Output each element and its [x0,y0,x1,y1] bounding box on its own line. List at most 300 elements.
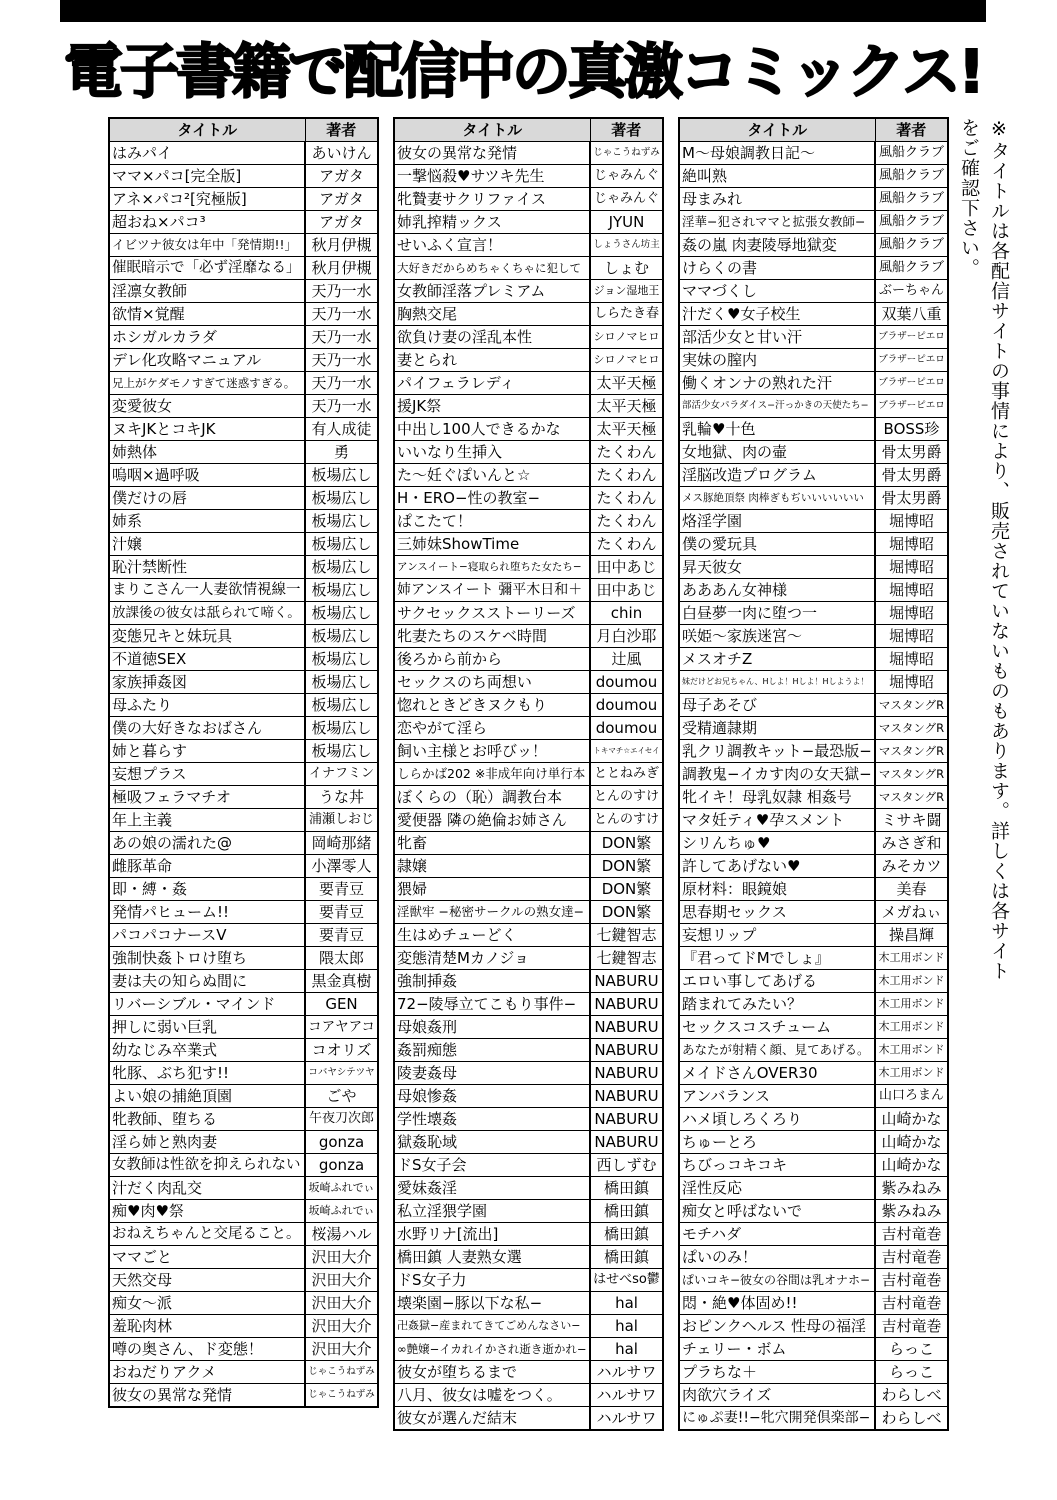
author-cell: 沢田大介 [305,1315,378,1338]
author-cell: 風船クラブ [875,165,948,188]
author-cell: NABURU [590,1062,663,1085]
table-row [679,418,948,441]
author-cell: 天乃一水 [305,280,378,303]
table-row [394,234,663,257]
table-row [394,1131,663,1154]
author-cell: 天乃一水 [305,303,378,326]
title-cell: おねえちゃんと交尾ること。 [109,1223,305,1246]
author-cell: 西しずむ [590,1154,663,1177]
author-cell: 勇 [305,441,378,464]
table-row [109,832,378,855]
author-cell: DON繁 [590,878,663,901]
author-cell: 板場広し [305,648,378,671]
title-cell: 強制快姦トロけ堕ち [109,947,305,970]
title-cell: 獄姦恥域 [394,1131,590,1154]
title-cell: 烙淫学園 [679,510,875,533]
table-row [679,878,948,901]
title-cell: 白昼夢一肉に堕つ一 [679,602,875,625]
table-row [109,533,378,556]
title-cell: あああん女神様 [679,579,875,602]
title-cell: 許してあげない♥ [679,855,875,878]
table-row [394,1154,663,1177]
author-cell: アガタ [305,211,378,234]
table-row [394,1108,663,1131]
table-row [679,1200,948,1223]
title-cell: 恥汁禁断性 [109,556,305,579]
table-row [394,809,663,832]
table-row [679,947,948,970]
table-row [109,1384,378,1408]
author-cell: マスタングR [875,786,948,809]
author-cell: ブラザーピエロ [875,349,948,372]
author-cell: 坂崎ふれでぃ [305,1177,378,1200]
table-row [109,625,378,648]
author-cell: 桜湯ハル [305,1223,378,1246]
author-cell: 橋田鎮 [590,1177,663,1200]
title-cell: 淫性反応 [679,1177,875,1200]
title-cell: 牝イキ！母乳奴隷 相姦号 [679,786,875,809]
author-cell: 木工用ボンド [875,1062,948,1085]
table-row [109,1269,378,1292]
table-row [109,671,378,694]
author-cell: シロノマヒロ [590,349,663,372]
author-cell: NABURU [590,1085,663,1108]
title-cell: エロい事してあげる [679,970,875,993]
title-cell: 噂の奥さん、ド変態！ [109,1338,305,1361]
author-cell: gonza [305,1154,378,1177]
title-cell: 彼女が堕ちるまで [394,1361,590,1384]
table-row [679,1315,948,1338]
title-cell: よい娘の捕絶頂園 [109,1085,305,1108]
author-cell: GEN [305,993,378,1016]
table-row [679,694,948,717]
title-cell: 愛妹姦淫 [394,1177,590,1200]
title-cell: ホシガルカラダ [109,326,305,349]
table-row [679,142,948,165]
author-cell: 板場広し [305,533,378,556]
author-cell: ととねみぎ [590,763,663,786]
author-cell: 美春 [875,878,948,901]
author-cell: 天乃一水 [305,349,378,372]
author-cell: 木工用ボンド [875,1016,948,1039]
author-cell: たくわん [590,441,663,464]
author-cell: 山崎かな [875,1154,948,1177]
author-cell: 七鍵智志 [590,924,663,947]
table-row [679,924,948,947]
author-cell: たくわん [590,464,663,487]
title-cell: メスオチZ [679,648,875,671]
table-row [679,1154,948,1177]
title-cell: 卍姦獄−産まれてきてごめんなさい− [394,1315,590,1338]
author-cell: ぶーちゃん [875,280,948,303]
author-cell: 板場広し [305,625,378,648]
title-cell: 母娘姦刑 [394,1016,590,1039]
title-cell: 八月、彼女は嘘をつく。 [394,1384,590,1407]
title-cell: 牝教師、堕ちる [109,1108,305,1131]
table-row [394,1315,663,1338]
title-cell: パイフェラレディ [394,372,590,395]
table-row [109,1315,378,1338]
title-cell: 痴女と呼ばないで [679,1200,875,1223]
title-cell: いいなり生挿入 [394,441,590,464]
header-author: 著者 [305,118,378,142]
table-row [394,1177,663,1200]
table-row [679,625,948,648]
title-cell: ママ×パコ[完全版] [109,165,305,188]
title-cell: 極吸フェラマチオ [109,786,305,809]
table-row [109,901,378,924]
title-cell: ちゅーとろ [679,1131,875,1154]
header-title: タイトル [394,118,590,142]
title-cell: 兄上がケダモノすぎて迷惑すぎる。 [109,372,305,395]
title-cell: 牝妻たちのスケベ時間 [394,625,590,648]
table-header-row [679,118,948,142]
title-cell: ちびっコキコキ [679,1154,875,1177]
author-cell: トキマチ☆エイセイ [590,740,663,763]
author-cell: とんのすけ [590,786,663,809]
table-row [679,786,948,809]
author-cell: 太平天極 [590,372,663,395]
table-row [109,1039,378,1062]
author-cell: 吉村竜巻 [875,1223,948,1246]
title-cell: 水野リナ[流出] [394,1223,590,1246]
table-row [394,878,663,901]
header-author: 著者 [590,118,663,142]
author-cell: 太平天極 [590,395,663,418]
title-cell: 催眠暗示で「必ず淫靡なる」 [109,257,305,280]
table-row [109,1062,378,1085]
title-cell: プラちな＋ [679,1361,875,1384]
author-cell: 天乃一水 [305,372,378,395]
table-header-row [394,118,663,142]
table-row [679,1407,948,1431]
author-cell: じゃみんぐ [590,165,663,188]
table-row [394,280,663,303]
author-cell: BOSS珍 [875,418,948,441]
table-row [109,165,378,188]
table-row [394,510,663,533]
title-cell: 踏まれてみたい？ [679,993,875,1016]
title-cell: 妻は夫の知らぬ間に [109,970,305,993]
title-cell: 原材料：眼鏡娘 [679,878,875,901]
title-cell: パコパコナースV [109,924,305,947]
author-cell: 吉村竜巻 [875,1269,948,1292]
table-row [109,1108,378,1131]
author-cell: 秋月伊槻 [305,257,378,280]
title-cell: にゅぷ妻!!−牝穴開発倶楽部− [679,1407,875,1431]
author-cell: 骨太男爵 [875,464,948,487]
author-cell: 風船クラブ [875,188,948,211]
table-row [679,533,948,556]
table-row [394,1039,663,1062]
author-cell: しょうさん坊主 [590,234,663,257]
title-cell: 絶叫熟 [679,165,875,188]
title-cell: 妄想リップ [679,924,875,947]
title-cell: 淫凛女教師 [109,280,305,303]
table-row [679,1177,948,1200]
author-cell: 田中あじ [590,556,663,579]
author-cell: ハルサワ [590,1407,663,1431]
table-row [394,188,663,211]
author-cell: 板場広し [305,579,378,602]
author-cell: 堀博昭 [875,671,948,694]
title-cell: 母まみれ [679,188,875,211]
title-cell: 姉と暮らす [109,740,305,763]
author-cell: doumou [590,694,663,717]
title-cell: おねだりアクメ [109,1361,305,1384]
table-row [109,763,378,786]
table-row [679,1131,948,1154]
table-row [109,372,378,395]
table-row [394,740,663,763]
author-cell: マスタングR [875,717,948,740]
title-cell: デレ化攻略マニュアル [109,349,305,372]
title-cell: 肉欲穴ライズ [679,1384,875,1407]
author-cell: 要青豆 [305,878,378,901]
title-cell: 三姉妹ShowTime [394,533,590,556]
title-cell: モチハダ [679,1223,875,1246]
table-row [679,1016,948,1039]
title-cell: 姦罰痴態 [394,1039,590,1062]
table-row [679,487,948,510]
author-cell: NABURU [590,1039,663,1062]
title-cell: イビツナ彼女は年中「発情期!!」 [109,234,305,257]
table-row [679,970,948,993]
author-cell: 骨太男爵 [875,441,948,464]
author-cell: NABURU [590,993,663,1016]
author-cell: しょむ [590,257,663,280]
title-cell: あの娘の濡れた@ [109,832,305,855]
table-row [679,188,948,211]
author-cell: 板場広し [305,487,378,510]
title-cell: 実妹の膣内 [679,349,875,372]
author-cell: 沢田大介 [305,1269,378,1292]
table-row [109,188,378,211]
table-row [679,1269,948,1292]
table-row [394,1338,663,1361]
table-row [109,579,378,602]
title-cell: 変愛彼女 [109,395,305,418]
author-cell: ごや [305,1085,378,1108]
title-cell: 壊楽園−豚以下な私− [394,1292,590,1315]
table-row [679,1246,948,1269]
author-cell: doumou [590,717,663,740]
table-row [394,717,663,740]
title-cell: 淫脳改造プログラム [679,464,875,487]
title-cell: ドS女子会 [394,1154,590,1177]
author-cell: 橋田鎮 [590,1246,663,1269]
author-cell: じゃみんぐ [590,188,663,211]
title-cell: 超おね×パコ³ [109,211,305,234]
title-cell: おピンクヘルス 性母の福淫 [679,1315,875,1338]
table-row [679,1223,948,1246]
title-cell: 欲負け妻の淫乱本性 [394,326,590,349]
availability-note: ※タイトルは各配信サイトの事情により、販売されていないものもあります。詳しくは各サイトをご確認下さい。 [958,118,1010,981]
table-row [394,418,663,441]
title-cell: 大好きだからめちゃくちゃに犯して [394,257,590,280]
author-cell: 板場広し [305,717,378,740]
title-cell: 嗚咽×過呼吸 [109,464,305,487]
title-cell: 牝畜 [394,832,590,855]
author-cell: とんのすけ [590,809,663,832]
table-row [679,464,948,487]
author-cell: 堀博昭 [875,625,948,648]
author-cell: doumou [590,671,663,694]
table-row [109,1246,378,1269]
table-row [679,349,948,372]
author-cell: 板場広し [305,602,378,625]
author-cell: 辻風 [590,648,663,671]
title-cell: 雌豚革命 [109,855,305,878]
title-cell: 受精適隷期 [679,717,875,740]
table-row [679,280,948,303]
author-cell: 堀博昭 [875,556,948,579]
author-cell: コアヤアコ [305,1016,378,1039]
title-cell: ∞艶嬢−イカれイかされ逝き逝かれ− [394,1338,590,1361]
author-cell: NABURU [590,1131,663,1154]
author-cell: 双葉八重 [875,303,948,326]
title-cell: た〜妊ぐぽいんと☆ [394,464,590,487]
author-cell: 板場広し [305,510,378,533]
title-cell: あなたが射精く顔、見てあげる。 [679,1039,875,1062]
title-cell: ぱいコキ−彼女の谷間は乳オナホ− [679,1269,875,1292]
title-cell: 恋やがて淫ら [394,717,590,740]
author-cell: hal [590,1338,663,1361]
author-cell: 浦瀬しおじ [305,809,378,832]
table-row [109,1131,378,1154]
title-cell: 彼女が選んだ結末 [394,1407,590,1431]
table-row [394,487,663,510]
author-cell: 田中あじ [590,579,663,602]
author-cell: じゃこうねずみ [590,142,663,165]
author-cell: 小澤零人 [305,855,378,878]
table-row [109,556,378,579]
author-cell: 山崎かな [875,1108,948,1131]
table-row [394,671,663,694]
author-cell: 風船クラブ [875,142,948,165]
title-cell: 年上主義 [109,809,305,832]
author-cell: 木工用ボンド [875,947,948,970]
table-row [109,1154,378,1177]
table-row [679,211,948,234]
table-row [109,924,378,947]
title-cell: 淫華−犯されママと拡張女教師− [679,211,875,234]
title-cell: 思春期セックス [679,901,875,924]
title-cell: アネ×パコ²[究極版] [109,188,305,211]
table-row [394,901,663,924]
author-cell: 堀博昭 [875,510,948,533]
title-cell: 部活少女と甘い汗 [679,326,875,349]
table-row [679,809,948,832]
title-cell: アンバランス [679,1085,875,1108]
table-row [394,602,663,625]
title-cell: 悶・絶♥体固め!! [679,1292,875,1315]
title-cell: 妄想プラス [109,763,305,786]
author-cell: わらしべ [875,1407,948,1431]
author-cell: DON繁 [590,901,663,924]
title-cell: 母ふたり [109,694,305,717]
table-row [679,1384,948,1407]
table-row [394,142,663,165]
author-cell: JYUN [590,211,663,234]
author-cell: gonza [305,1131,378,1154]
table-row [109,303,378,326]
table-row [394,372,663,395]
author-cell: コオリズ [305,1039,378,1062]
author-cell: 操昌輝 [875,924,948,947]
title-cell: 一撃悩殺♥サツキ先生 [394,165,590,188]
title-cell: 飼い主様とお呼びッ！ [394,740,590,763]
table-row [109,740,378,763]
title-cell: ドS女子力 [394,1269,590,1292]
author-cell: 太平天極 [590,418,663,441]
author-cell: らっこ [875,1338,948,1361]
table-row [109,280,378,303]
table-row [109,1177,378,1200]
title-cell: 家族挿姦図 [109,671,305,694]
title-cell: 放課後の彼女は舐られて啼く。 [109,602,305,625]
table-row [394,1407,663,1431]
table-row [109,257,378,280]
title-cell: アンスイート−寝取られ堕ちた女たち− [394,556,590,579]
table-row [109,786,378,809]
table-row [109,878,378,901]
table-row [394,1361,663,1384]
table-row [109,441,378,464]
author-cell: ブラザーピエロ [875,326,948,349]
table-row [394,165,663,188]
title-cell: 咲姫〜家族迷宮〜 [679,625,875,648]
table-row [394,970,663,993]
author-cell: 板場広し [305,671,378,694]
author-cell: たくわん [590,487,663,510]
table-row [679,1338,948,1361]
table-row [679,1039,948,1062]
title-cell: 隷嬢 [394,855,590,878]
table-row [394,1269,663,1292]
author-cell: じゃこうねずみ [305,1384,378,1408]
title-cell: 即・縛・姦 [109,878,305,901]
title-cell: 不道徳SEX [109,648,305,671]
author-cell: ブラザーピエロ [875,395,948,418]
table-row [394,1016,663,1039]
table-row [394,694,663,717]
author-cell: 天乃一水 [305,326,378,349]
title-cell: 欲情×覚醒 [109,303,305,326]
title-cell: 女教師淫落プレミアム [394,280,590,303]
author-cell: 風船クラブ [875,234,948,257]
title-cell: 淫獣牢 −秘密サークルの熟女達− [394,901,590,924]
table-row [679,763,948,786]
title-cell: 僕の愛玩具 [679,533,875,556]
table-row [109,510,378,533]
title-cell: 羞恥肉林 [109,1315,305,1338]
table-row [679,395,948,418]
title-cell: 押しに弱い巨乳 [109,1016,305,1039]
author-cell: 沢田大介 [305,1292,378,1315]
author-cell: 山口ろまん [875,1085,948,1108]
table-row [394,349,663,372]
author-cell: マスタングR [875,694,948,717]
table-row [394,1223,663,1246]
author-cell: ハルサワ [590,1384,663,1407]
table-row [394,648,663,671]
title-cell: 母娘惨姦 [394,1085,590,1108]
title-cell: ぼくらの（恥）調教台本 [394,786,590,809]
title-cell: 女教師は性欲を抑えられない [109,1154,305,1177]
title-cell: 天然交母 [109,1269,305,1292]
table-row [394,1085,663,1108]
